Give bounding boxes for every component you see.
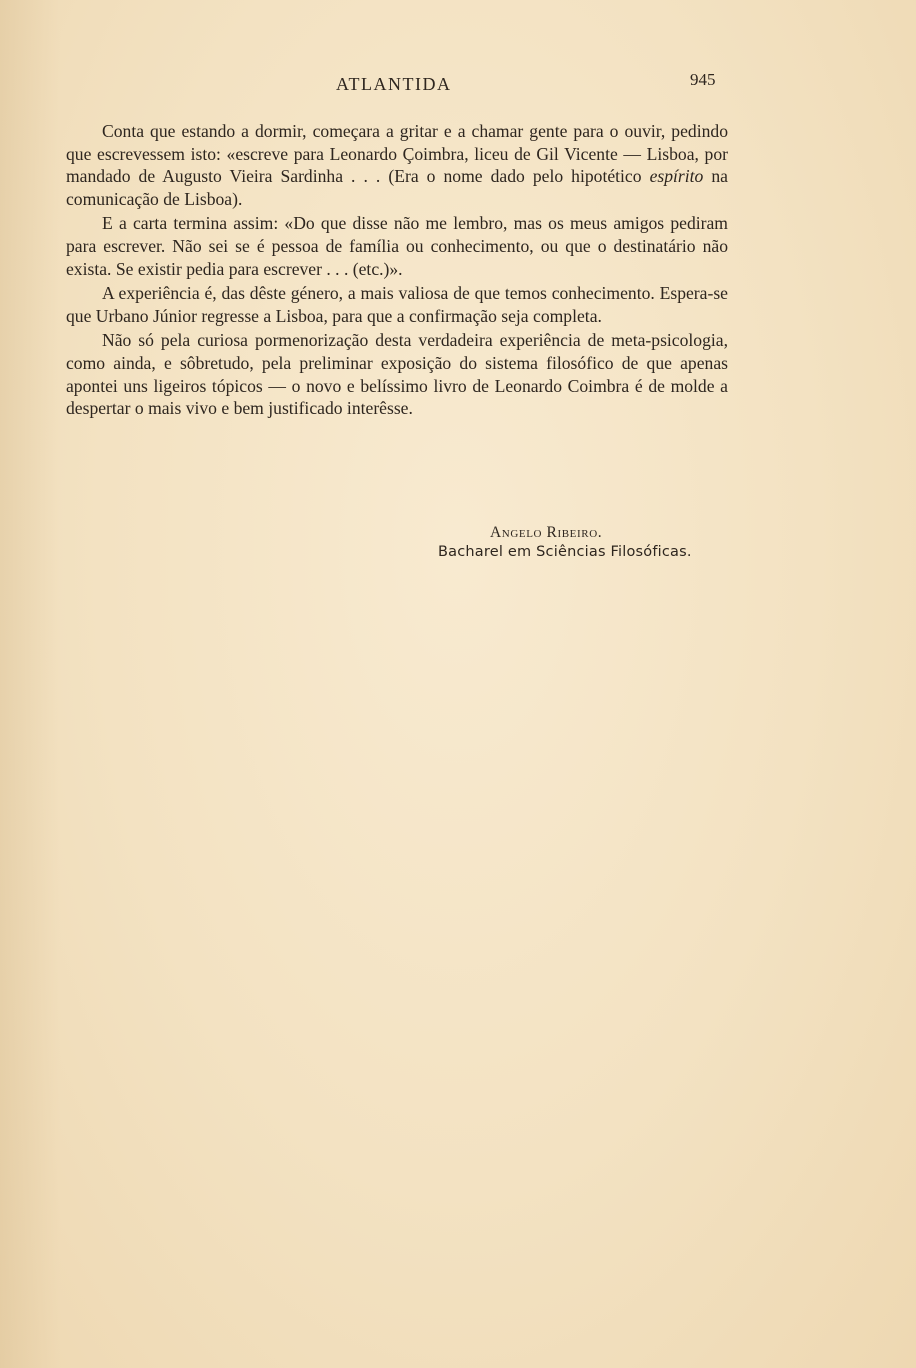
running-head-title: ATLANTIDA [336, 74, 452, 94]
paragraph-experience-value: A experiência é, das dêste género, a mais valiosa de que temos conhecimento. Espera-se que Urbano Júnior regresse a Lisboa, para que a confirmação seja completa. [66, 283, 728, 326]
author-credential: Bacharel em Sciências Filosóficas. [438, 544, 692, 560]
paragraph-dream-account-end: na comunicação de Lisboa). [66, 166, 728, 209]
paragraph-conclusion: Não só pela curiosa pormenorização desta verdadeira experiência de meta-psicologia, como ainda, e sôbretudo, pela preliminar exposição do sistema filosófico de que apenas apontei uns ligeiros tópicos — o novo e belíssimo livro de Leonardo Coimbra é de molde a despertar o mais vivo e bem justificado interêsse. [66, 330, 728, 419]
italic-word-spirit: espírito [649, 166, 704, 187]
page-number: 945 [690, 70, 716, 89]
paragraph-letter-ending: E a carta termina assim: «Do que disse não me lembro, mas os meus amigos pediram para escrever. Não sei se é pessoa de família ou conhecimento, ou que o destinatário não exista. Se existir pedia para escrever . . . (etc.)». [66, 213, 728, 279]
author-signature: Angelo Ribeiro. [490, 524, 603, 541]
paragraph-dream-account [66, 120, 728, 210]
article-body [66, 120, 728, 420]
page-edge-shading [0, 0, 60, 1368]
paragraph-dream-account-text: Conta que estando a dormir, começara a gritar e a chamar gente para o ouvir, pedindo que escrevessem isto: «escreve para Leonardo Çoimbra, liceu de Gil Vicente — Lisboa, por mandado de Augusto Vieira Sardinha . . . (Era o nome dado pelo hipotético [66, 121, 728, 187]
